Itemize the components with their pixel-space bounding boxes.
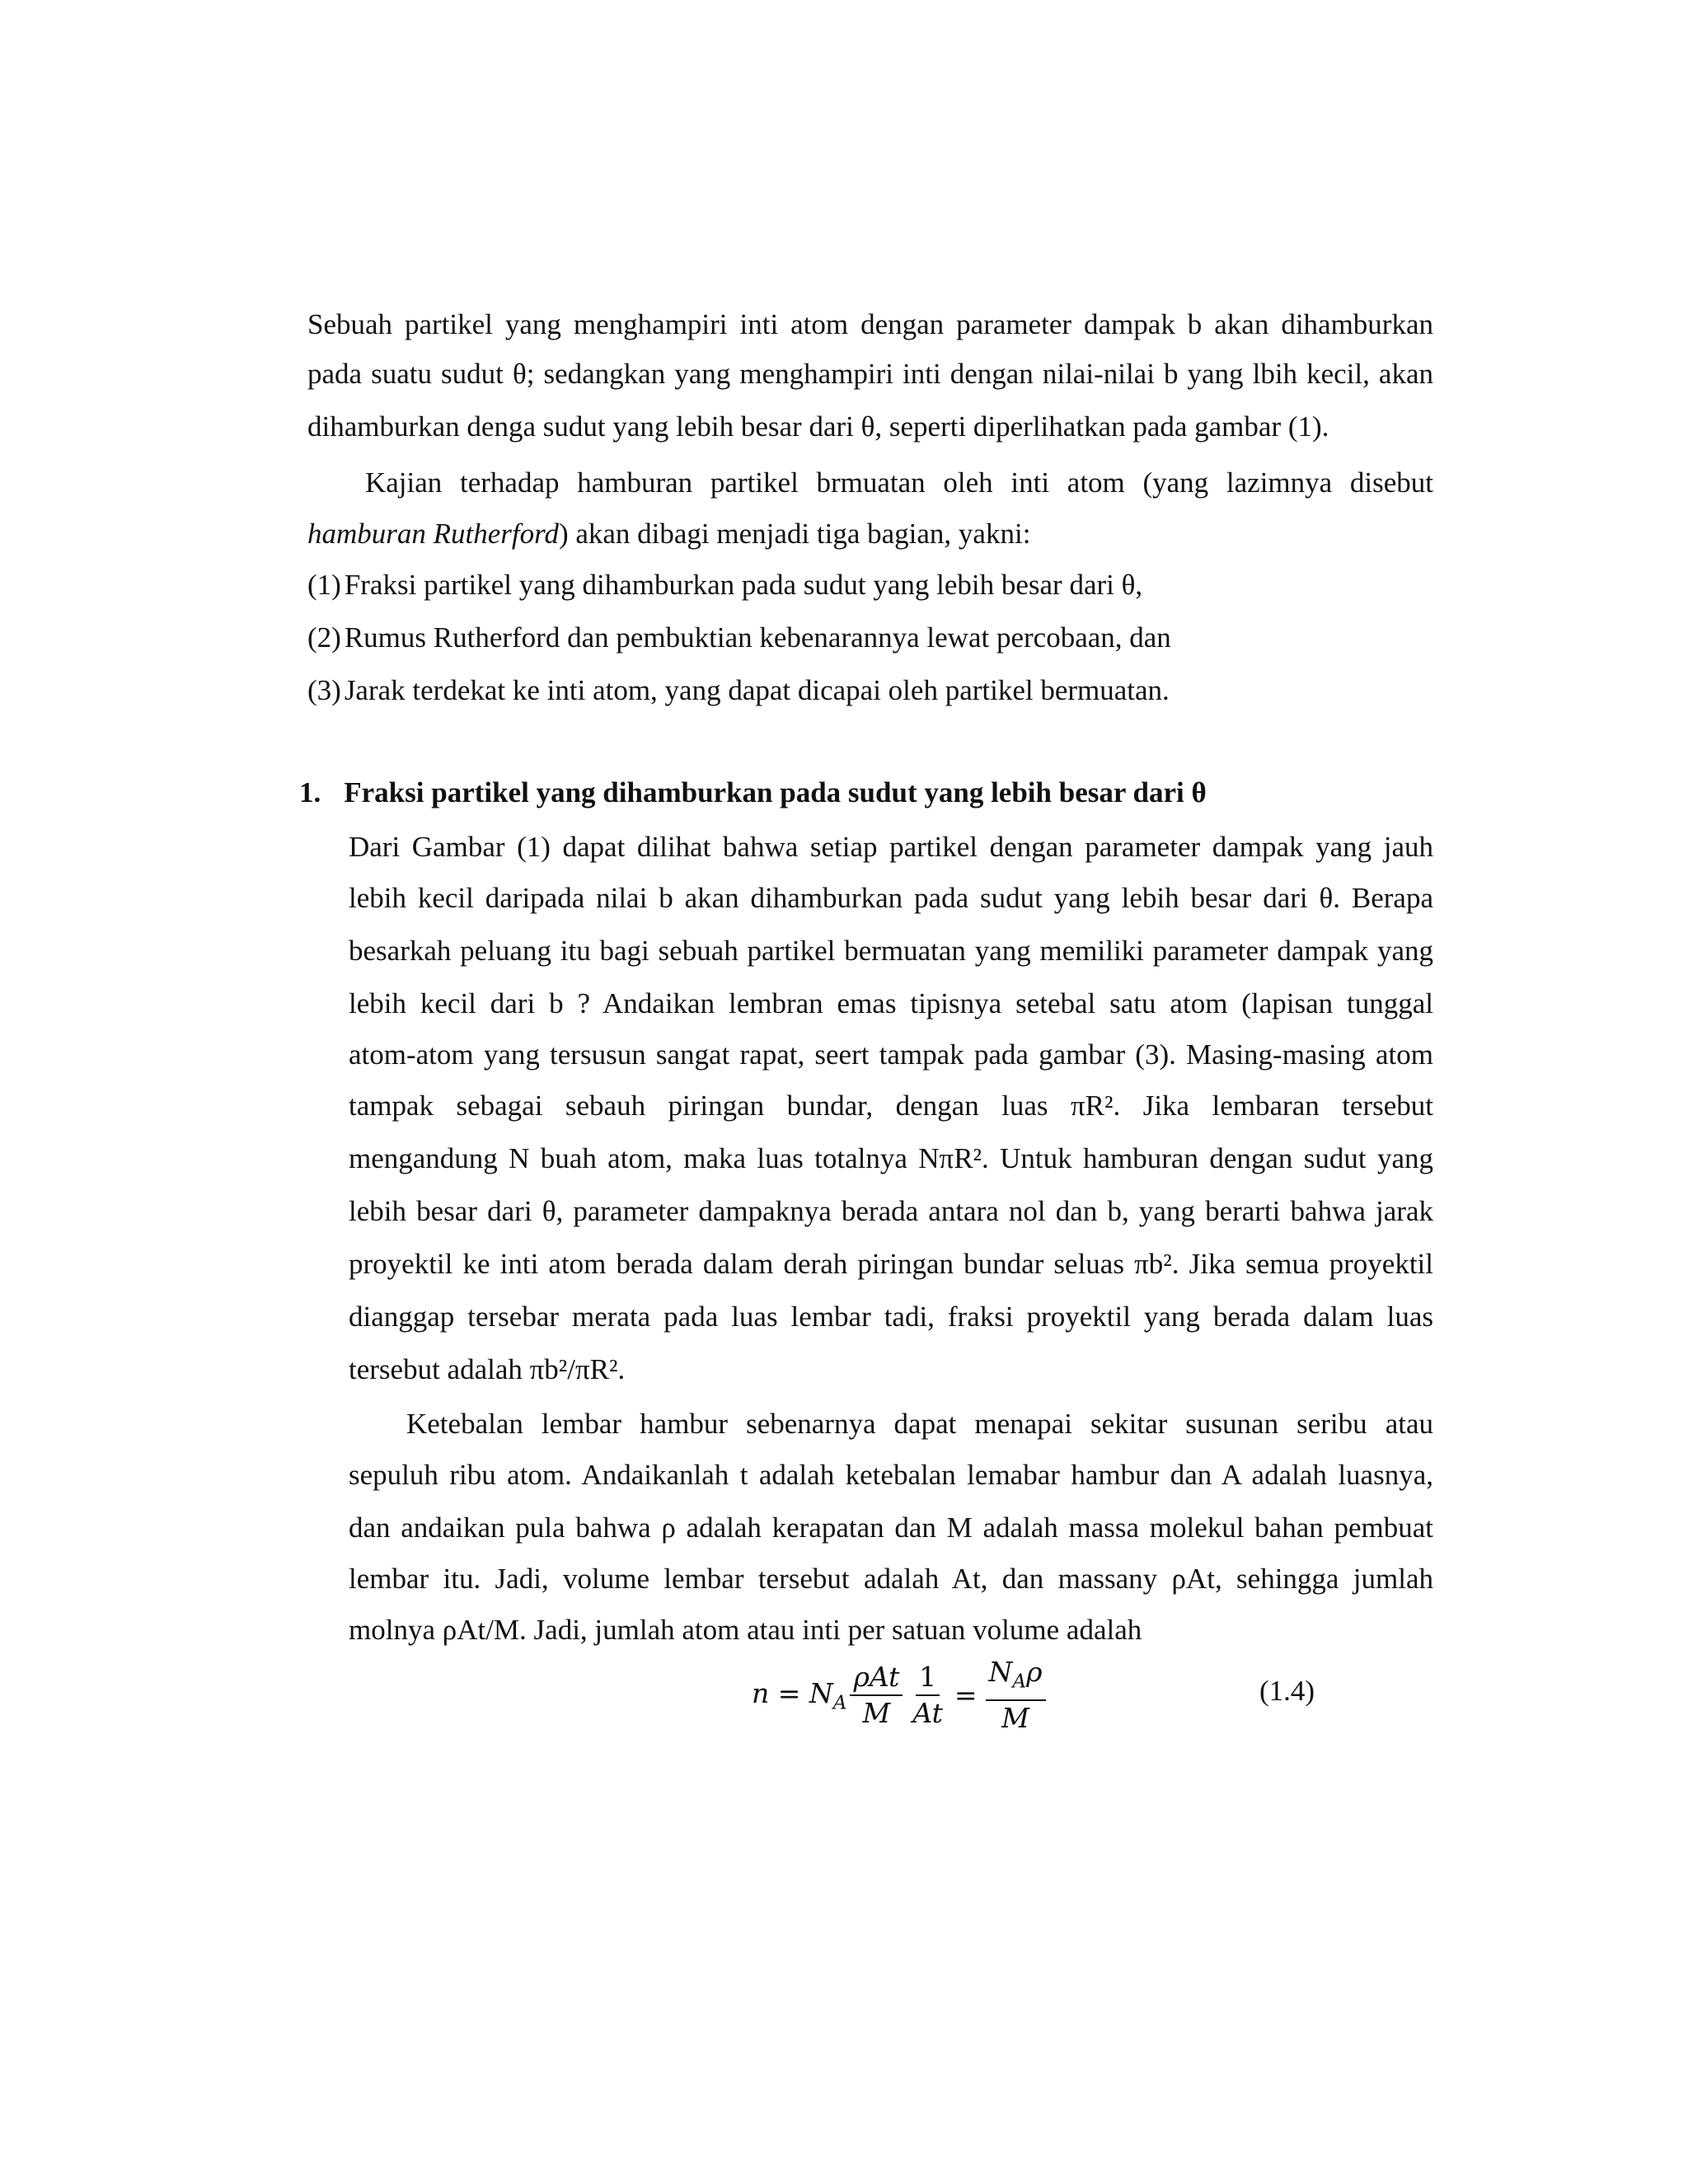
fraction-denominator: M (862, 1696, 891, 1729)
equation-fraction-1 (850, 1661, 903, 1729)
equation-1-4 (752, 1657, 1049, 1734)
section-number: 1. (299, 776, 321, 808)
equation-equals: = (954, 1679, 978, 1712)
paragraph3-line10: dianggap tersebar merata pada luas lembar tadi, fraksi proyektil yang berada dalam luas (349, 1301, 1433, 1333)
fraction-denominator: M (1001, 1701, 1029, 1734)
paragraph3-line7: mengandung N buah atom, maka luas totalnya NπR². Untuk hamburan dengan sudut yang (349, 1142, 1433, 1174)
list-item-2 (307, 620, 1171, 656)
paragraph3-line6: tampak sebagai sebauh piringan bundar, dengan luas πR². Jika lembaran tersebut (349, 1090, 1433, 1122)
fraction-numerator: 1 (916, 1661, 940, 1696)
list-text: Fraksi partikel yang dihamburkan pada sudut yang lebih besar dari θ, (344, 569, 1143, 601)
paragraph3-line5: atom-atom yang tersusun sangat rapat, seert tampak pada gambar (3). Masing-masing atom (349, 1038, 1433, 1071)
paragraph3-line11: tersebut adalah πb²/πR². (349, 1353, 626, 1385)
fraction-denominator: At (912, 1696, 943, 1729)
paragraph3-line8: lebih besar dari θ, parameter dampaknya berada antara nol dan b, yang berarti bahwa jarak (349, 1195, 1433, 1227)
list-item-3 (307, 673, 1170, 709)
paragraph2-italic-term: hamburan Rutherford (307, 518, 559, 550)
equation-fraction-3 (986, 1657, 1046, 1734)
list-marker: (2) (307, 621, 341, 654)
equation-fraction-2 (909, 1661, 946, 1729)
list-text: Rumus Rutherford dan pembuktian kebenarannya lewat percobaan, dan (344, 621, 1171, 654)
fraction-numerator: $N_A\rho$ (986, 1657, 1046, 1701)
equation-lhs: $n = N_A$ (752, 1676, 847, 1714)
paragraph2-line1: Kajian terhadap hamburan partikel brmuatan oleh inti atom (yang lazimnya disebut (365, 466, 1433, 499)
paragraph4-line2: sepuluh ribu atom. Andaikanlah t adalah ketebalan lemabar hambur dan A adalah luasnya, (349, 1459, 1433, 1491)
paragraph3-line3: besarkah peluang itu bagi sebuah partikel bermuatan yang memiliki parameter dampak yang (349, 935, 1433, 967)
paragraph3-line9: proyektil ke inti atom berada dalam derah piringan bundar seluas πb². Jika semua proyektil (349, 1248, 1433, 1280)
paragraph1-line1: Sebuah partikel yang menghampiri inti atom dengan parameter dampak b akan dihamburkan (307, 308, 1433, 340)
section-heading (299, 775, 1207, 811)
paragraph1-line2: pada suatu sudut θ; sedangkan yang menghampiri inti dengan nilai-nilai b yang lbih kecil, akan (307, 358, 1433, 390)
list-text: Jarak terdekat ke inti atom, yang dapat dicapai oleh partikel bermuatan. (344, 674, 1170, 706)
paragraph2-line2 (307, 516, 1030, 552)
list-item-1 (307, 567, 1142, 603)
paragraph4-line5: molnya ρAt/M. Jadi, jumlah atom atau inti per satuan volume adalah (349, 1614, 1142, 1646)
paragraph4-line3: dan andaikan pula bahwa ρ adalah kerapatan dan M adalah massa molekul bahan pembuat (349, 1511, 1433, 1544)
paragraph4-line1: Ketebalan lembar hambur sebenarnya dapat menapai sekitar susunan seribu atau (406, 1408, 1433, 1440)
equation-number: (1.4) (1259, 1675, 1315, 1707)
paragraph1-line3: dihamburkan denga sudut yang lebih besar dari θ, seperti diperlihatkan pada gambar (1). (307, 410, 1329, 443)
paragraph3-line2: lebih kecil daripada nilai b akan dihamburkan pada sudut yang lebih besar dari θ. Berapa (349, 882, 1433, 914)
paragraph2-line2-rest: ) akan dibagi menjadi tiga bagian, yakni: (558, 518, 1031, 550)
fraction-numerator: ρAt (850, 1661, 903, 1696)
paragraph3-line4: lebih kecil dari b ? Andaikan lembran emas tipisnya setebal satu atom (lapisan tunggal (349, 987, 1433, 1019)
paragraph4-line4: lembar itu. Jadi, volume lembar tersebut adalah At, dan massany ρAt, sehingga jumlah (349, 1563, 1433, 1595)
list-marker: (1) (307, 569, 341, 601)
paragraph3-line1: Dari Gambar (1) dapat dilihat bahwa setiap partikel dengan parameter dampak yang jauh (349, 831, 1433, 863)
section-title: Fraksi partikel yang dihamburkan pada sudut yang lebih besar dari θ (344, 776, 1207, 808)
list-marker: (3) (307, 674, 341, 706)
